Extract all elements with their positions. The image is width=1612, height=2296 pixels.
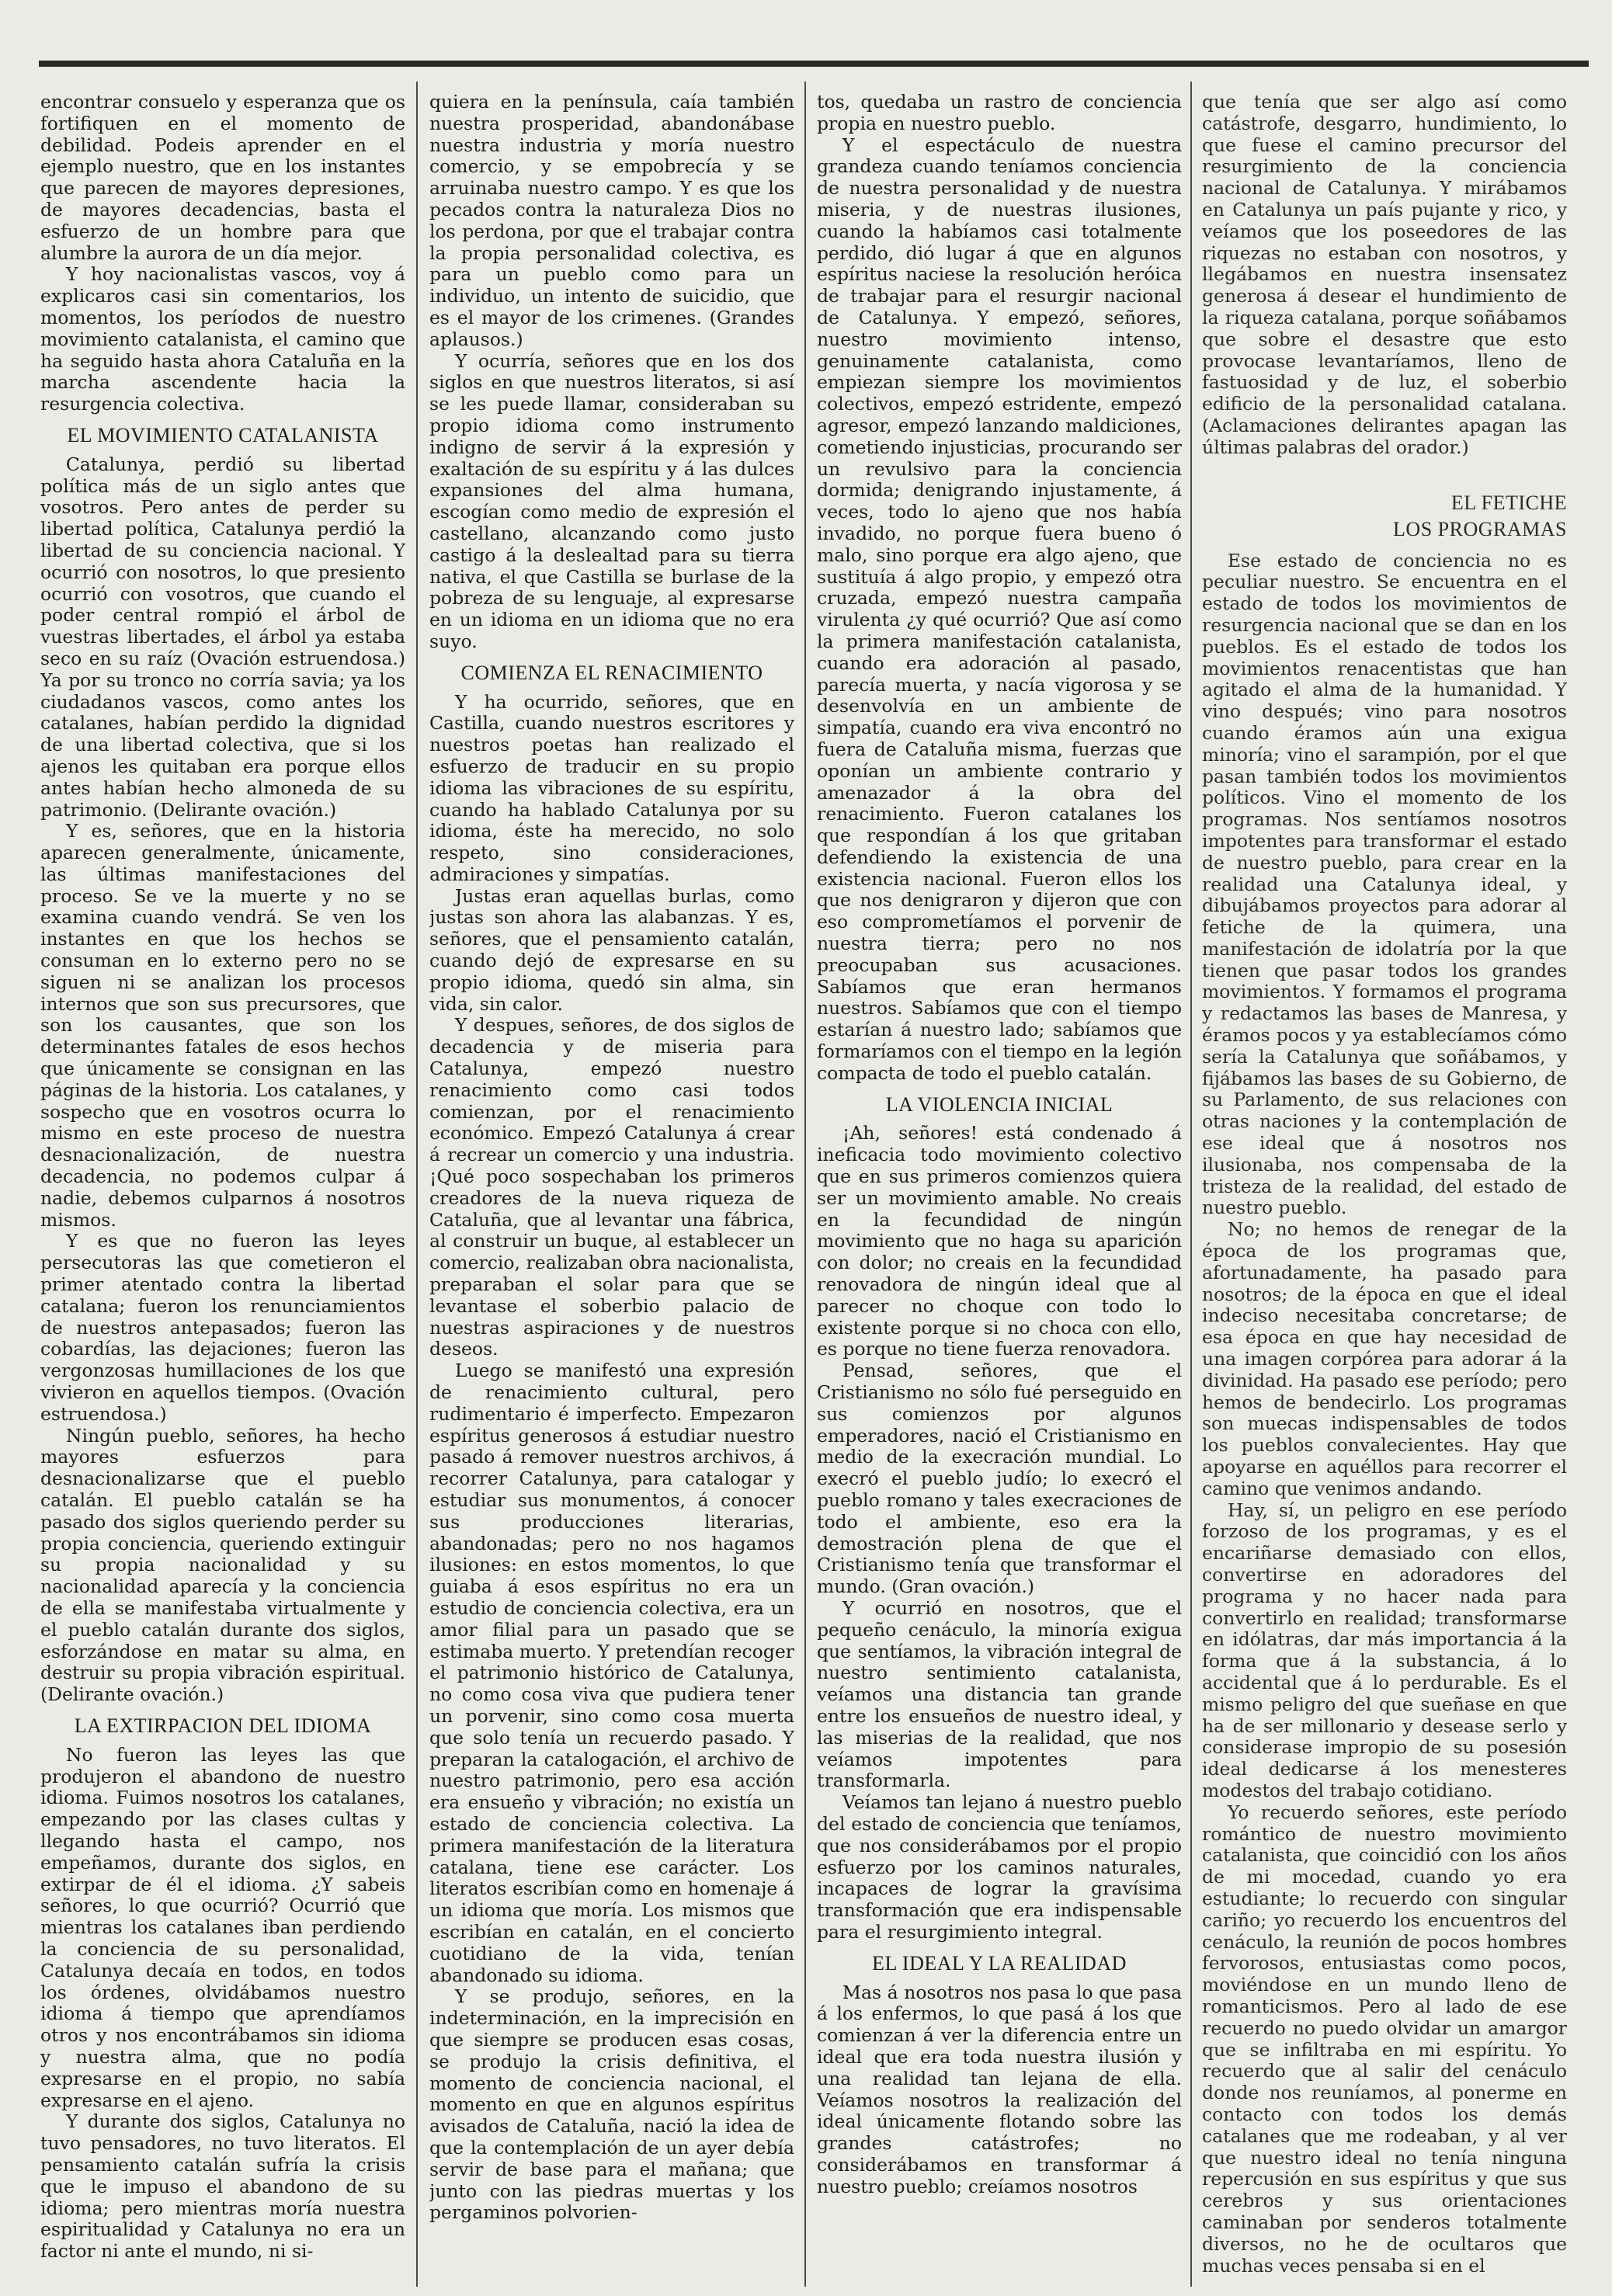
paragraph: Veíamos tan lejano á nuestro pueblo del estado de conciencia que teníamos, que nos considerábamos por el propio esfuerzo por los caminos naturales, incapaces de lograr la gravísima transformación que era indispensable para el resurgimiento integral. [817, 1791, 1182, 1943]
top-rule [39, 61, 1589, 67]
paragraph: Y es, señores, que en la historia aparecen generalmente, únicamente, las últimas manifestaciones del proceso. Se ve la muerte y no se examina cuando vendrá. Se ven los instantes en que los hechos se consuman en lo externo pero no se siguen ni se analizan los procesos internos que son sus precursores, que son los causantes, que son los determinantes fatales de esos hechos que únicamente se consignan en las páginas de la historia. Los catalanes, y sospecho que en vosotros ocurra lo mismo en este proceso de nuestra desnacionalización, de nuestra decadencia, no podemos culpar á nadie, debemos culparnos á nosotros mismos. [40, 820, 405, 1231]
heading-line: EL FETICHE [1450, 491, 1567, 514]
column-separator [416, 82, 418, 2287]
column-separator [1190, 82, 1192, 2287]
column-2 [429, 92, 794, 2289]
paragraph: tos, quedaba un rastro de conciencia propia en nuestro pueblo. [817, 92, 1182, 134]
paragraph: Hay, sí, un peligro en ese período forzoso de los programas, y es el encariñarse demasiado con ellos, convertirse en adoradores del programa y no hacer nada para convertirlo en realidad; transformarse en idólatras, dar más importancia á la forma que á la substancia, á lo accidental que á lo perdurable. Es el mismo peligro del que sueñase en que ha de ser millonario y desease serlo y considerase impropio de su posesión ideal dedicarse á los menesteres modestos del trabajo cotidiano. [1202, 1499, 1567, 1801]
paragraph: Y ocurría, señores que en los dos siglos en que nuestros literatos, si así se les puede llamar, consideraban su propio idioma como instrumento indigno de servir á la expresión y exaltación de su espíritu y á las dulces expansiones del alma humana, escogían como medio de expresión el castellano, alcanzando como justo castigo á la deslealtad para su tierra nativa, el que Castilla se burlase de la pobreza de su lenguaje, al expresarse en un idioma en un idioma que no era suyo. [429, 349, 794, 652]
paragraph: encontrar consuelo y esperanza que os fortifiquen en el momento de debilidad. Podeis aprender en el ejemplo nuestro, que en los instantes que parecen de mayores depresiones, de mayores decadencias, basta el esfuerzo de un hombre para que alumbre la aurora de un día mejor. [40, 92, 405, 264]
section-heading: LA VIOLENCIA INICIAL [885, 1092, 1113, 1116]
paragraph: quiera en la península, caía también nuestra prosperidad, abandonábase nuestra industria y moría nuestro comercio, y se empobrecía y se arruinaba nuestro campo. Y es que los pecados contra la naturaleza Dios no los perdona, por que el trabajar contra la propia personalidad colectiva, es para un pueblo como para un individuo, un intento de suicidio, que es el mayor de los crimenes. (Grandes aplausos.) [429, 92, 794, 350]
heading-line: LOS PROGRAMAS [1393, 517, 1567, 540]
paragraph: Y se produjo, señores, en la indeterminación, en la imprecisión en que siempre se producen esas cosas, se produjo la crisis definitiva, el momento de conciencia nacional, el momento en que en algunos espíritus avisados de Cataluña, nació la idea de que la contemplación de un ayer debía servir de base para el mañana; que junto con las piedras muertas y los pergaminos polvorien- [429, 1985, 794, 2224]
paragraph: Catalunya, perdió su libertad política más de un siglo antes que vosotros. Pero antes de perder su libertad política, Catalunya perdió la libertad de su conciencia nacional. Y ocurrió con nosotros, lo que presiento ocurrió con vosotros, que cuando el poder central rompió el árbol de vuestras libertades, el árbol ya estaba seco en su raíz (Ovación estruendosa.) Ya por su tronco no corría savia; ya los ciudadanos vascos, como antes los catalanes, habían perdido la dignidad de una libertad colectiva, que si los ajenos les quitaban era porque ellos antes habían hecho almoneda de su patrimonio. (Delirante ovación.) [40, 453, 405, 821]
paragraph: Mas á nosotros nos pasa lo que pasa á los enfermos, lo que pasá á los que comienzan á ver la diferencia entre un ideal que era toda nuestra ilusión y una realidad tan lejana de ella. Veíamos nosotros la realización del ideal únicamente flotando sobre las grandes catástrofes; no considerábamos en transformar á nuestro pueblo; creíamos nosotros [817, 1981, 1182, 2197]
paragraph: Y despues, señores, de dos siglos de decadencia y de miseria para Catalunya, empezó nuestro renacimiento como casi todos comienzan, por el renacimiento económico. Empezó Catalunya á crear á recrear un comercio y una industria. ¡Qué poco sospechaban los primeros creadores de la nueva riqueza de Cataluña, que al levantar una fábrica, al construir un buque, al establecer un comercio, realizaban obra nacionalista, preparaban el solar para que se levantase el soberbio palacio de nuestras aspiraciones y de nuestros deseos. [429, 1014, 794, 1360]
paragraph: No fueron las leyes las que produjeron el abandono de nuestro idioma. Fuimos nosotros los catalanes, empezando por las clases cultas y llegando hasta el campo, nos empeñamos, durante dos siglos, en extirpar de él el idioma. ¿Y sabeis señores, lo que ocurrió? Ocurrió que mientras los catalanes iban perdiendo la conciencia de su personalidad, Catalunya decaía en todos, en todos los órdenes, olvidábamos nuestro idioma á tiempo que aprendíamos otros y nos encontrábamos sin idioma y nuestra alma, que no podía expresarse en el propio, no sabía expresarse en el ajeno. [40, 1743, 405, 2111]
paragraph: Y durante dos siglos, Catalunya no tuvo pensadores, no tuvo literatos. El pensamiento catalán sufría la crisis que le impuso el abandono de su idioma; pero mientras moría nuestra espiritualidad y Catalunya no era un factor ni ante el mundo, ni si- [40, 2110, 405, 2263]
paragraph: Y ocurrió en nosotros, que el pequeño cenáculo, la minoría exigua que sentíamos, la vibración integral de nuestro sentimiento catalanista, veíamos una distancia tan grande entre los ensueños de nuestro ideal, y las miserias de la realidad, que nos veíamos impotentes para transformarla. [817, 1596, 1182, 1792]
column-3 [817, 92, 1182, 2289]
paragraph: Ningún pueblo, señores, ha hecho mayores esfuerzos para desnacionalizarse que el pueblo catalán. El pueblo catalán se ha pasado dos siglos queriendo perder su propia conciencia, queriendo extinguir su propia nacionalidad y su nacionalidad aparecía y la conciencia de ella se manifestaba virtualmente y el pueblo catalán durante dos siglos, esforzándose en matar su alma, en destruir su propia vibración espiritual. (Delirante ovación.) [40, 1424, 405, 1706]
section-heading: EL MOVIMIENTO CATALANISTA [67, 423, 379, 446]
section-heading: COMIENZA EL RENACIMIENTO [460, 661, 763, 684]
paragraph: Pensad, señores, que el Cristianismo no sólo fué perseguido en sus comienzos por algunos emperadores, nació el Cristianismo en medio de la execración mundial. Lo execró el pueblo judío; lo execró el pueblo romano y tales execraciones de todo el ambiente, eso era la demostración plena de que el Cristianismo tenía que transformar el mundo. (Gran ovación.) [817, 1360, 1182, 1598]
paragraph: Yo recuerdo señores, este período romántico de nuestro movimiento catalanista, que coincidió con los años de mi mocedad, cuando yo era estudiante; lo recuerdo con singular cariño; yo recuerdo los encuentros del cenáculo, la reunión de pocos hombres fervorosos, entusiastas como pocos, moviéndose en un mundo lleno de romanticismos. Pero al lado de ese recuerdo no puedo olvidar un amargor que se infiltraba en mi espíritu. Yo recuerdo que al salir del cenáculo donde nos reuníamos, al ponerme en contacto con todos los demás catalanes que me rodeaban, y al ver que nuestro ideal no tenía ninguna repercusión en sus espíritus y que sus cerebros y sus orientaciones caminaban por senderos totalmente diversos, no he de ocultaros que muchas veces pensaba si en el [1202, 1801, 1567, 2277]
paragraph: ¡Ah, señores! está condenado á ineficacia todo movimiento colectivo que en sus primeros comienzos quiera ser un movimiento amable. No creais en la fecundidad de ningún movimiento que no haga su aparición con dolor; no creais en la fecundidad renovadora de ningún ideal que al parecer no choque con todo lo existente porque si no choca con ello, es porque no tiene fuerza renovadora. [817, 1122, 1182, 1360]
paragraph: Y es que no fueron las leyes persecutoras las que cometieron el primer atentado contra la libertad catalana; fueron los renunciamientos de nuestros antepasados; fueron las cobardías, las dejaciones; fueron las vergonzosas humillaciones de los que vivieron en aquellos tiempos. (Ovación estruendosa.) [40, 1230, 405, 1425]
column-1 [40, 92, 405, 2289]
section-heading: LA EXTIRPACION DEL IDIOMA [74, 1714, 372, 1737]
paragraph: Y ha ocurrido, señores, que en Castilla, cuando nuestros escritores y nuestros poetas han realizado el esfuerzo de traducir en su propio idioma las vibraciones de su espíritu, cuando ha hablado Catalunya por su idioma, éste ha merecido, no solo respeto, sino consideraciones, admiraciones y simpatías. [429, 690, 794, 885]
paragraph: Luego se manifestó una expresión de renacimiento cultural, pero rudimentario é imperfecto. Empezaron espíritus generosos á estudiar nuestro pasado á remover nuestros archivos, á recorrer Catalunya, para catalogar y estudiar sus monumentos, á conocer sus producciones literarias, abandonadas; pero no nos hagamos ilusiones: en estos momentos, lo que guiaba á esos espíritus no era un estudio de conciencia colectiva, era un amor filial para un pasado que se estimaba muerto. Y pretendían recoger el patrimonio histórico de Catalunya, no como cosa viva que pudiera tener un porvenir, sino como cosa muerta que solo tenía un recuerdo pasado. Y preparan la catalogación, el archivo de nuestro patrimonio, pero esa acción era ensueño y vibración; no existía un estado de conciencia colectiva. La primera manifestación de la literatura catalana, tiene ese carácter. Los literatos escribían como en homenaje á un idioma que moría. Los mismos que escribían en catalán, en el concierto cuotidiano de la vida, tenían abandonado su idioma. [429, 1360, 794, 1986]
paragraph: Y el espectáculo de nuestra grandeza cuando teníamos conciencia de nuestra personalidad y de nuestra miseria, y de nuestras ilusiones, cuando la habíamos casi totalmente perdido, dió lugar á que en algunos espíritus naciese la resolución heróica de trabajar para el resurgir nacional de Catalunya. Y empezó, señores, nuestro movimiento intenso, genuinamente catalanista, como empiezan siempre los movimientos colectivos, empezó estridente, empezó agresor, empezó lanzando maldiciones, cometiendo injusticias, procurando ser un revulsivo para la conciencia dormida; denigrando injustamente, á veces, todo lo ajeno que nos había invadido, no porque fuera bueno ó malo, sino porque era algo ajeno, que sustituía á algo propio, y empezó otra cruzada, empezó nuestra campaña virulenta ¿y qué ocurrió? Que así como la primera manifestación catalanista, cuando era adoración al pasado, parecía muerta, y nacía vigorosa y se desenvolvía en un ambiente de simpatía, cuando era viva encontró no fuera de Cataluña misma, fuerzas que oponían un ambiente contrario y amenazador á la obra del renacimiento. Fueron catalanes los que respondían á los que gritaban defendiendo la existencia de una existencia nacional. Fueron ellos los que nos denigraron y dijeron que con eso comprometíamos el porvenir de nuestra tierra; pero no nos preocupaban sus acusaciones. Sabíamos que eran hermanos nuestros. Sabíamos que con el tiempo estarían á nuestro lado; sabíamos que formaríamos con el tiempo en la legión compacta de todo el pueblo catalán. [817, 134, 1182, 1084]
paragraph: Y hoy nacionalistas vascos, voy á explicaros casi sin comentarios, los momentos, los períodos de nuestro movimiento catalanista, el camino que ha seguido hasta ahora Cataluña en la marcha ascendente hacia la resurgencia colectiva. [40, 263, 405, 415]
column-4 [1202, 92, 1567, 2289]
section-heading: EL IDEAL Y LA REALIDAD [872, 1951, 1127, 1975]
column-separator [804, 82, 806, 2287]
paragraph: Ese estado de conciencia no es peculiar nuestro. Se encuentra en el estado de todos los movimientos de resurgencia nacional que se dan en los pueblos. Es el estado de todos los movimientos renacentistas que han agitado el alma de la humanidad. Y vino después; vino para nosotros cuando éramos aún una exigua minoría; vino el sarampión, por el que pasan también todos los movimientos políticos. Vino el momento de los programas. Nos sentíamos nosotros impotentes para transformar el estado de nuestro pueblo, para crear en la realidad una Catalunya ideal, y dibujábamos proyectos para adorar al fetiche de la quimera, una manifestación de idolatría por la que tienen que pasar todos los grandes movimientos. Y formamos el programa y redactamos las bases de Manresa, y éramos pocos y ya establecíamos cómo sería la Catalunya que soñábamos, y fijábamos las bases de su Gobierno, de su Parlamento, de sus relaciones con otras naciones y la contemplación de ese ideal que á nosotros nos ilusionaba, nos compensaba de la tristeza de la realidad, del estado de nuestro pueblo. [1202, 549, 1567, 1219]
paragraph: Justas eran aquellas burlas, como justas son ahora las alabanzas. Y es, señores, que el pensamiento catalán, cuando dejó de expresarse en su propio idioma, quedó sin alma, sin vida, sin calor. [429, 884, 794, 1015]
section-heading [1202, 490, 1567, 543]
paragraph: No; no hemos de renegar de la época de los programas que, afortunadamente, ha pasado para nosotros; de la época en que el ideal indeciso necesitaba concretarse; de esa época en que hay necesidad de una imagen corpórea para adorar á la divinidad. Ha pasado ese período; pero hemos de bendecirlo. Los programas son muecas indispensables de todos los pueblos convalecientes. Hay que apoyarse en aquéllos para recorrer el camino que venimos andando. [1202, 1218, 1567, 1499]
paragraph: que tenía que ser algo así como catástrofe, desgarro, hundimiento, lo que fuese el camino precursor del resurgimiento de la conciencia nacional de Catalunya. Y mirábamos en Catalunya un país pujante y rico, y veíamos que los poseedores de las riquezas no estaban con nosotros, y llegábamos en nuestra insensatez generosa á desear el hundimiento de la riqueza catalana, porque soñábamos que sobre el desastre que esto provocase levantaríamos, lleno de fastuosidad y de luz, el soberbio edificio de la personalidad catalana. (Aclamaciones delirantes apagan las últimas palabras del orador.) [1202, 92, 1567, 458]
